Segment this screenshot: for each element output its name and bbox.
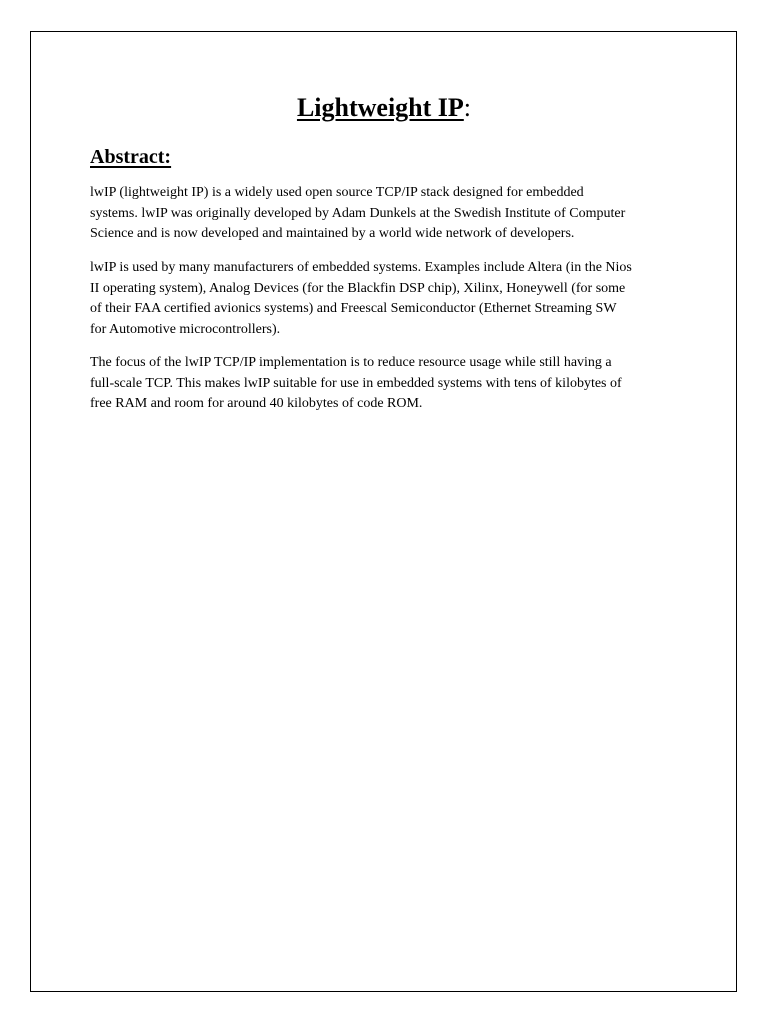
paragraph-line: of their FAA certified avionics systems) and Freescal Semiconductor (Ethernet Streaming SW xyxy=(90,301,617,316)
title-text: Lightweight IP xyxy=(296,93,464,122)
paragraph-line: systems. lwIP was originally developed by Adam Dunkels at the Swedish Institute of Computer xyxy=(90,205,626,221)
paragraph-line: full-scale TCP. This makes lwIP suitable for use in embedded systems with tens of kilobytes of xyxy=(90,375,622,391)
abstract-heading: Abstract: xyxy=(90,146,172,168)
paragraph-line: for Automotive microcontrollers). xyxy=(90,321,281,337)
paragraph-line: Science and is now developed and maintained by a world wide network of developers. xyxy=(90,226,575,241)
paragraph-line: The focus of the lwIP TCP/IP implementation is to reduce resource usage while still having a xyxy=(90,355,612,370)
paragraph-2 xyxy=(90,258,690,340)
document-title xyxy=(0,92,768,124)
paragraph-line: II operating system), Analog Devices (for the Blackfin DSP chip), Xilinx, Honeywell (for some xyxy=(90,280,626,296)
paragraph-line: lwIP is used by many manufacturers of embedded systems. Examples include Altera (in the Nios xyxy=(90,260,632,275)
paragraph-1 xyxy=(90,183,690,245)
paragraph-line: lwIP (lightweight IP) is a widely used open source TCP/IP stack designed for embedded xyxy=(90,185,584,200)
paragraph-line: free RAM and room for around 40 kilobytes of code ROM. xyxy=(90,396,423,411)
page-border xyxy=(30,31,737,992)
title-colon: : xyxy=(463,93,472,122)
paragraph-3 xyxy=(90,353,690,415)
